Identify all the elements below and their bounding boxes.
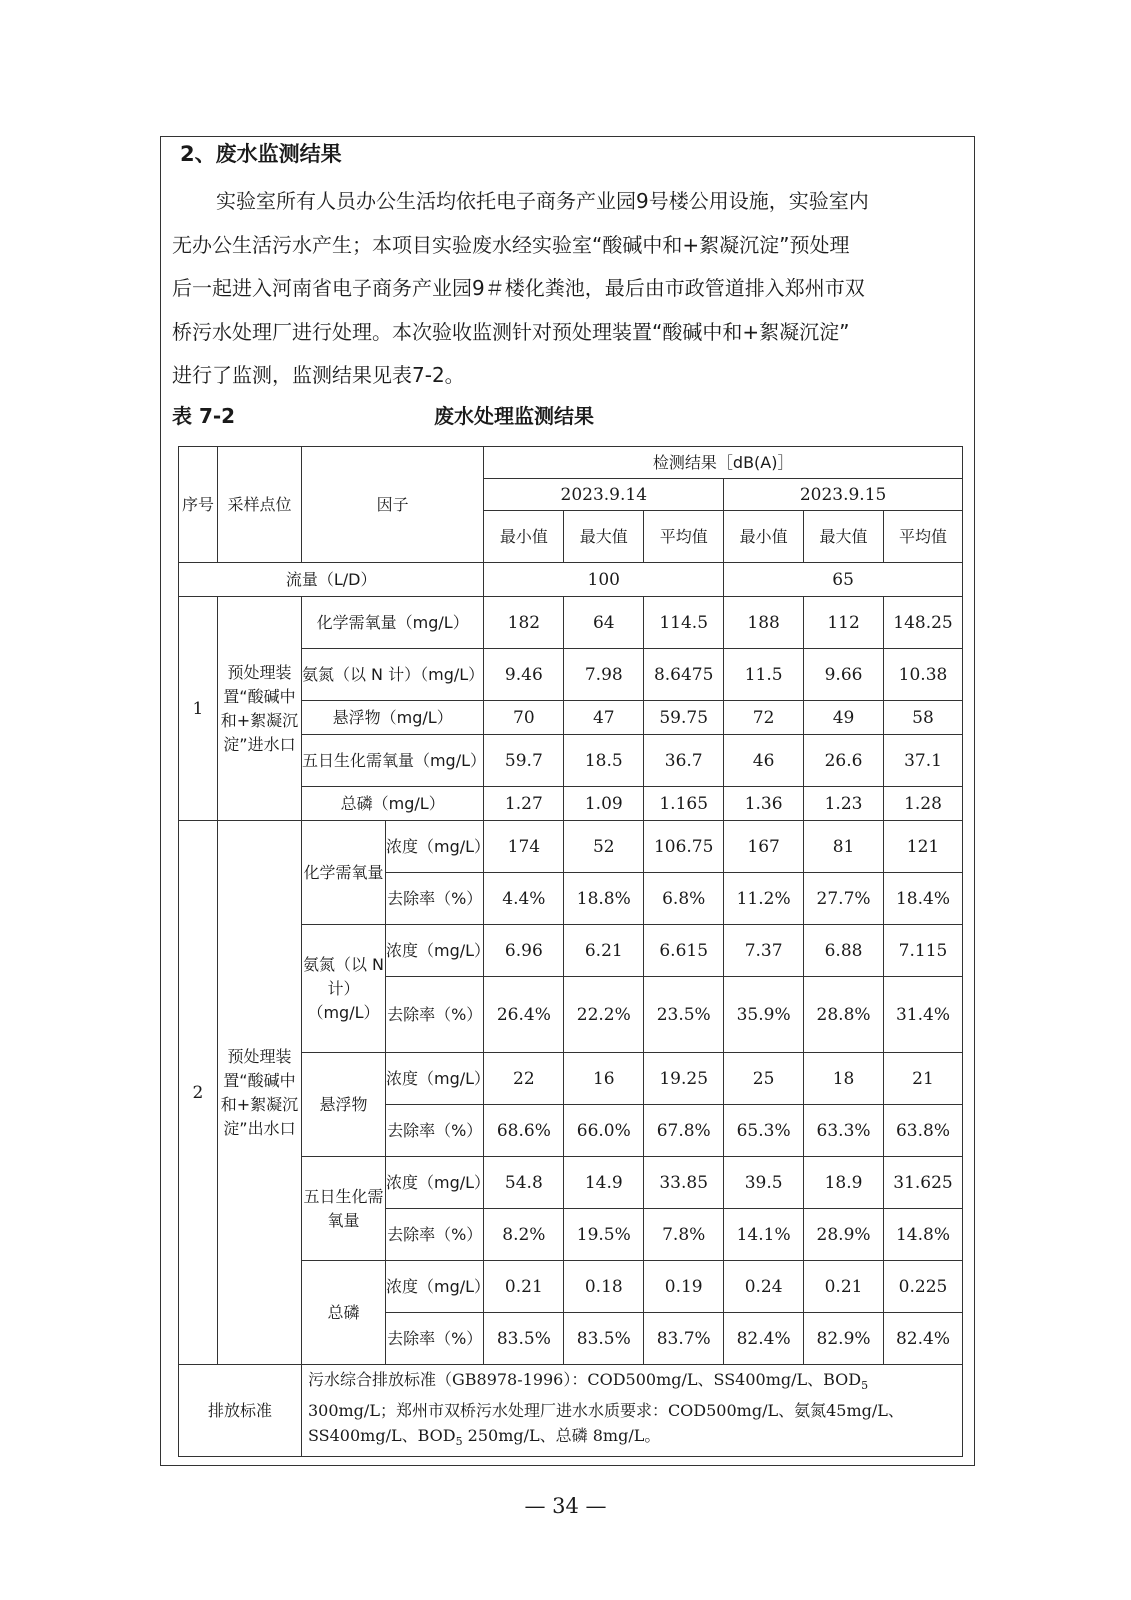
results-table: [178, 446, 963, 1457]
value-cell: 8.6475: [644, 649, 724, 701]
value-cell: 83.7%: [644, 1313, 724, 1365]
value-cell: 18.5: [564, 735, 644, 787]
header-point: 采样点位: [217, 447, 301, 563]
factor-name: 氨氮（以 N 计）（mg/L）: [301, 649, 483, 701]
value-cell: 28.8%: [804, 977, 884, 1053]
standard-label: 排放标准: [179, 1365, 302, 1457]
flow-label: 流量（L/D）: [179, 563, 484, 597]
value-cell: 49: [804, 701, 884, 735]
value-cell: 14.1%: [724, 1209, 804, 1261]
value-cell: 83.5%: [564, 1313, 644, 1365]
value-cell: 47: [564, 701, 644, 735]
flow-day2: 65: [724, 563, 963, 597]
value-cell: 9.46: [484, 649, 564, 701]
factor-name: 总磷（mg/L）: [301, 787, 483, 821]
paragraph-line: 无办公生活污水产生；本项目实验废水经实验室“酸碱中和+絮凝沉淀”预处理: [172, 232, 850, 257]
factor-name: 悬浮物: [301, 1053, 385, 1157]
value-cell: 18.4%: [884, 873, 963, 925]
value-cell: 23.5%: [644, 977, 724, 1053]
header-factor: 因子: [301, 447, 483, 563]
value-cell: 7.115: [884, 925, 963, 977]
metric-label: 浓度（mg/L）: [386, 1157, 484, 1209]
value-cell: 11.2%: [724, 873, 804, 925]
paragraph-line: 实验室所有人员办公生活均依托电子商务产业园9号楼公用设施，实验室内: [216, 189, 869, 213]
value-cell: 82.9%: [804, 1313, 884, 1365]
value-cell: 18.8%: [564, 873, 644, 925]
value-cell: 82.4%: [724, 1313, 804, 1365]
value-cell: 6.88: [804, 925, 884, 977]
value-cell: 121: [884, 821, 963, 873]
value-cell: 182: [484, 597, 564, 649]
value-cell: 16: [564, 1053, 644, 1105]
section-heading: 2、废水监测结果: [180, 142, 342, 166]
value-cell: 6.21: [564, 925, 644, 977]
value-cell: 0.21: [804, 1261, 884, 1313]
factor-name: 五日生化需氧量: [301, 1157, 385, 1261]
standard-text-part: 污水综合排放标准（GB8978-1996）：COD500mg/L、SS400mg/L、BOD: [307, 1370, 862, 1389]
metric-label: 浓度（mg/L）: [386, 925, 484, 977]
row-seq: 2: [179, 821, 218, 1365]
metric-label: 浓度（mg/L）: [386, 821, 484, 873]
factor-name: 五日生化需氧量（mg/L）: [301, 735, 483, 787]
value-cell: 1.09: [564, 787, 644, 821]
metric-label: 去除率（%）: [386, 1313, 484, 1365]
factor-name: 悬浮物（mg/L）: [301, 701, 483, 735]
header-date: 2023.9.15: [724, 479, 963, 511]
table-number: 表 7-2: [172, 404, 236, 428]
value-cell: 0.225: [884, 1261, 963, 1313]
value-cell: 0.19: [644, 1261, 724, 1313]
value-cell: 0.18: [564, 1261, 644, 1313]
table-row: [179, 1365, 963, 1457]
row-seq: 1: [179, 597, 218, 821]
value-cell: 81: [804, 821, 884, 873]
table-row: [179, 563, 963, 597]
value-cell: 35.9%: [724, 977, 804, 1053]
value-cell: 46: [724, 735, 804, 787]
value-cell: 9.66: [804, 649, 884, 701]
value-cell: 1.165: [644, 787, 724, 821]
value-cell: 18.9: [804, 1157, 884, 1209]
value-cell: 106.75: [644, 821, 724, 873]
value-cell: 19.5%: [564, 1209, 644, 1261]
factor-name: 氨氮（以 N 计）（mg/L）: [301, 925, 385, 1053]
value-cell: 11.5: [724, 649, 804, 701]
value-cell: 22: [484, 1053, 564, 1105]
value-cell: 83.5%: [484, 1313, 564, 1365]
table-row: [179, 821, 963, 873]
value-cell: 112: [804, 597, 884, 649]
header-min: 最小值: [724, 511, 804, 563]
standard-text: [301, 1365, 962, 1457]
value-cell: 25: [724, 1053, 804, 1105]
value-cell: 1.27: [484, 787, 564, 821]
value-cell: 37.1: [884, 735, 963, 787]
value-cell: 31.4%: [884, 977, 963, 1053]
value-cell: 8.2%: [484, 1209, 564, 1261]
subscript: 5: [455, 1435, 463, 1449]
value-cell: 10.38: [884, 649, 963, 701]
value-cell: 33.85: [644, 1157, 724, 1209]
value-cell: 148.25: [884, 597, 963, 649]
value-cell: 7.8%: [644, 1209, 724, 1261]
value-cell: 67.8%: [644, 1105, 724, 1157]
metric-label: 去除率（%）: [386, 977, 484, 1053]
page-number: — 34 —: [524, 1494, 607, 1518]
header-seq: 序号: [179, 447, 218, 563]
value-cell: 7.37: [724, 925, 804, 977]
value-cell: 167: [724, 821, 804, 873]
value-cell: 65.3%: [724, 1105, 804, 1157]
subscript: 5: [861, 1379, 869, 1393]
value-cell: 14.9: [564, 1157, 644, 1209]
value-cell: 1.28: [884, 787, 963, 821]
value-cell: 22.2%: [564, 977, 644, 1053]
value-cell: 7.98: [564, 649, 644, 701]
value-cell: 0.21: [484, 1261, 564, 1313]
metric-label: 去除率（%）: [386, 873, 484, 925]
sampling-point: 预处理装置“酸碱中和+絮凝沉淀”出水口: [217, 821, 301, 1365]
metric-label: 浓度（mg/L）: [386, 1053, 484, 1105]
value-cell: 39.5: [724, 1157, 804, 1209]
value-cell: 28.9%: [804, 1209, 884, 1261]
value-cell: 26.4%: [484, 977, 564, 1053]
value-cell: 21: [884, 1053, 963, 1105]
value-cell: 59.75: [644, 701, 724, 735]
value-cell: 36.7: [644, 735, 724, 787]
factor-name: 总磷: [301, 1261, 385, 1365]
value-cell: 6.8%: [644, 873, 724, 925]
value-cell: 27.7%: [804, 873, 884, 925]
paragraph-line: 后一起进入河南省电子商务产业园9＃楼化粪池，最后由市政管道排入郑州市双: [172, 276, 865, 300]
value-cell: 1.36: [724, 787, 804, 821]
value-cell: 1.23: [804, 787, 884, 821]
value-cell: 26.6: [804, 735, 884, 787]
value-cell: 63.3%: [804, 1105, 884, 1157]
table-row: [179, 597, 963, 649]
value-cell: 31.625: [884, 1157, 963, 1209]
metric-label: 浓度（mg/L）: [386, 1261, 484, 1313]
metric-label: 去除率（%）: [386, 1209, 484, 1261]
factor-name: 化学需氧量: [301, 821, 385, 925]
value-cell: 70: [484, 701, 564, 735]
value-cell: 52: [564, 821, 644, 873]
header-avg: 平均值: [644, 511, 724, 563]
value-cell: 188: [724, 597, 804, 649]
value-cell: 58: [884, 701, 963, 735]
metric-label: 去除率（%）: [386, 1105, 484, 1157]
value-cell: 6.615: [644, 925, 724, 977]
header-max: 最大值: [804, 511, 884, 563]
header-min: 最小值: [484, 511, 564, 563]
value-cell: 19.25: [644, 1053, 724, 1105]
value-cell: 0.24: [724, 1261, 804, 1313]
standard-text-part: 250mg/L、总磷 8mg/L。: [462, 1426, 661, 1446]
body-paragraph: [172, 180, 962, 398]
value-cell: 82.4%: [884, 1313, 963, 1365]
paragraph-line: 桥污水处理厂进行处理。本次验收监测针对预处理装置“酸碱中和+絮凝沉淀”: [172, 319, 850, 344]
header-results: 检测结果［dB(A)］: [484, 447, 963, 479]
value-cell: 63.8%: [884, 1105, 963, 1157]
value-cell: 18: [804, 1053, 884, 1105]
table-row: [179, 447, 963, 479]
value-cell: 4.4%: [484, 873, 564, 925]
value-cell: 54.8: [484, 1157, 564, 1209]
value-cell: 72: [724, 701, 804, 735]
value-cell: 66.0%: [564, 1105, 644, 1157]
value-cell: 14.8%: [884, 1209, 963, 1261]
value-cell: 6.96: [484, 925, 564, 977]
header-max: 最大值: [564, 511, 644, 563]
value-cell: 174: [484, 821, 564, 873]
value-cell: 59.7: [484, 735, 564, 787]
header-avg: 平均值: [884, 511, 963, 563]
factor-name: 化学需氧量（mg/L）: [301, 597, 483, 649]
value-cell: 68.6%: [484, 1105, 564, 1157]
flow-day1: 100: [484, 563, 724, 597]
standard-text-part: 300mg/L；郑州市双桥污水处理厂进水水质要求：COD500mg/L、氨氮45mg/L、SS400mg/L、BOD: [307, 1401, 904, 1446]
value-cell: 114.5: [644, 597, 724, 649]
paragraph-line: 进行了监测，监测结果见表7-2。: [172, 363, 465, 387]
table-title: 废水处理监测结果: [434, 404, 594, 428]
sampling-point: 预处理装置“酸碱中和+絮凝沉淀”进水口: [217, 597, 301, 821]
header-date: 2023.9.14: [484, 479, 724, 511]
value-cell: 64: [564, 597, 644, 649]
